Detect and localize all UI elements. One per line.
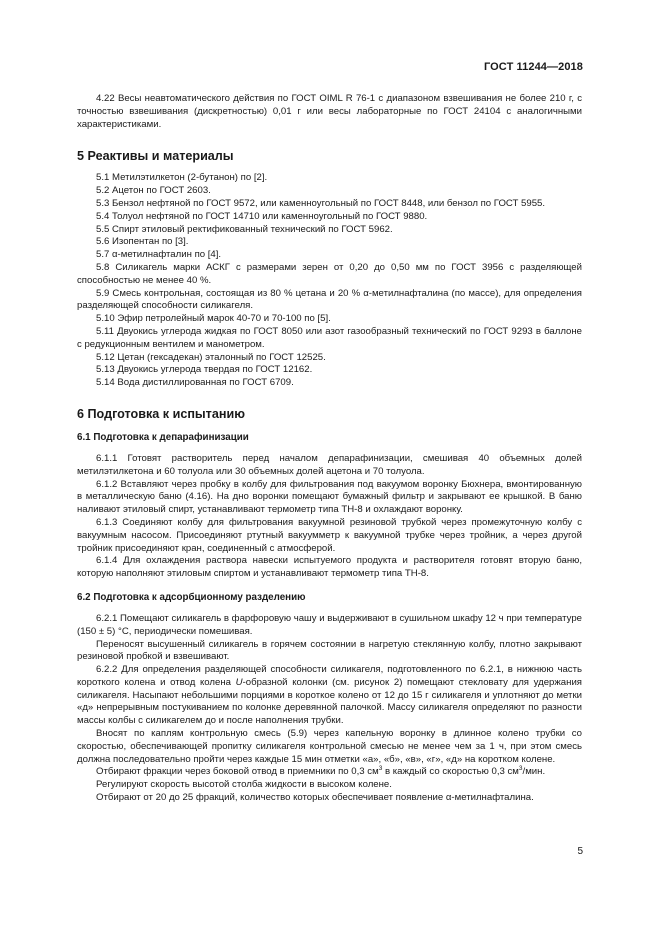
paragraph-4-22: 4.22 Весы неавтоматического действия по ГОСТ OIML R 76-1 с диапазоном взвешивания не более 210 г, с точностью взвешивания (дискретностью) 0,01 г или весы лабораторные по ГОСТ 24104 с аналогичными характеристиками. [77, 93, 582, 130]
section-5-items [77, 172, 582, 390]
superscript: 3 [378, 765, 383, 773]
section-5-title: 5 Реактивы и материалы [77, 149, 234, 164]
paragraph-6-2-2-speed: Регулируют скорость высотой столба жидкости в высоком колене. [96, 779, 392, 791]
paragraph-6-1-1: 6.1.1 Готовят растворитель перед началом депарафинизации, смешивая 40 объемных долей метилэтилкетона и 60 толуола или 30 объемных долей ацетона и 70 толуола. [77, 452, 582, 477]
paragraph-6-2-2-control-mix: Вносят по каплям контрольную смесь (5.9) через капельную воронку в длинное колено трубки со скоростью, обеспечивающей пропитку силикагеля контрольной смесью не менее чем за 1 ч, при этом смесь должна последовательно пройти через каждые 15 мин отметки «а», «б», «в», «г», «д» на коротком колене. [77, 728, 582, 765]
list-item: 5.5 Спирт этиловый ректификованный технический по ГОСТ 5962. [96, 223, 393, 235]
paragraph-6-2-1-cont: Переносят высушенный силикагель в горячем состоянии в нагретую стеклянную колбу, плотно закрывают резиновой пробкой и взвешивают. [77, 638, 582, 663]
subsection-6-1-title: 6.1 Подготовка к депарафинизации [77, 431, 249, 443]
page-content [77, 93, 582, 805]
page-number: 5 [577, 846, 583, 857]
paragraph-6-1-4: 6.1.4 Для охлаждения раствора навески испытуемого продукта и растворителя готовят вторую баню, которую наполняют этиловым спиртом и устанавливают термометр типа ТН-8. [77, 555, 582, 580]
list-item: 5.13 Двуокись углерода твердая по ГОСТ 12162. [96, 364, 313, 376]
list-item: 5.11 Двуокись углерода жидкая по ГОСТ 8050 или азот газообразный технический по ГОСТ 9293 в баллоне с редукционным вентилем и манометром. [77, 325, 582, 350]
list-item: 5.10 Эфир петролейный марок 40-70 и 70-100 по [5]. [96, 313, 331, 325]
italic-u: U [235, 676, 243, 688]
text-run: /мин. [522, 766, 546, 778]
paragraph-6-2-2 [77, 664, 582, 728]
text-run: Отбирают фракции через боковой отвод в приемники по 0,3 см [96, 766, 379, 778]
paragraph-6-2-2-fractions [77, 766, 582, 779]
text-run: в каждый со скоростью 0,3 см [382, 766, 519, 778]
text-run: -образной колонки (см. рисунок 2) помещают стекловату для удержания силикагеля. Насыпают небольшими порциями в короткое колено от 12 до 15 г силикагеля и уплотняют до метки «д» непрерывным постукиванием по колонке деревянной палочкой. Массу силикагеля определяют по разности массы колбы с силикагелем до и после наполнения трубки. [77, 676, 582, 727]
list-item: 5.2 Ацетон по ГОСТ 2603. [96, 185, 211, 197]
list-item: 5.6 Изопентан по [3]. [96, 236, 189, 248]
subsection-6-2-title: 6.2 Подготовка к адсорбционному разделению [77, 591, 306, 603]
list-item: 5.4 Толуол нефтяной по ГОСТ 14710 или каменноугольный по ГОСТ 9880. [96, 210, 428, 222]
paragraph-6-1-3: 6.1.3 Соединяют колбу для фильтрования вакуумной резиновой трубкой через промежуточную колбу с вакуумным насосом. Присоединяют ртутный вакуумметр к вакуумной трубке через тройник, а через другой тройник присоединяют кран, соединенный с атмосферой. [77, 516, 582, 554]
section-6-title: 6 Подготовка к испытанию [77, 406, 245, 421]
list-item: 5.7 α-метилнафталин по [4]. [96, 249, 222, 261]
list-item: 5.3 Бензол нефтяной по ГОСТ 9572, или каменноугольный по ГОСТ 8448, или бензол по ГОСТ 5955. [96, 197, 546, 209]
list-item: 5.12 Цетан (гексадекан) эталонный по ГОСТ 12525. [96, 351, 326, 363]
text-run: 6.2.2 Для определения разделяющей способности силикагеля, подготовленного по 6.2.1, в нижнюю часть короткого колена и отвод колена [77, 664, 582, 688]
paragraph-6-2-1: 6.2.1 Помещают силикагель в фарфоровую чашу и выдерживают в сушильном шкафу 12 ч при температуре (150 ± 5) °С, периодически помешивая. [77, 612, 582, 637]
list-item: 5.1 Метилэтилкетон (2-бутанон) по [2]. [96, 172, 268, 184]
superscript: 3 [518, 765, 523, 773]
list-item: 5.14 Вода дистиллированная по ГОСТ 6709. [96, 377, 294, 389]
paragraph-6-1-2: 6.1.2 Вставляют через пробку в колбу для фильтрования под вакуумом воронку Бюхнера, вмонтированную в металлическую баню (4.16). На дно воронки помещают бумажный фильтр и закрывают ее крышкой. В баню наливают этиловый спирт, устанавливают термометр типа ТН-8 и охлаждают воронку. [77, 478, 582, 516]
document-header: ГОСТ 11244—2018 [483, 61, 583, 73]
paragraph-6-2-2-count: Отбирают от 20 до 25 фракций, количество которых обеспечивает появление α-метилнафталина. [96, 792, 534, 804]
list-item: 5.9 Смесь контрольная, состоящая из 80 % цетана и 20 % α-метилнафталина (по массе), для определения разделяющей способности силикагеля. [77, 287, 582, 312]
list-item: 5.8 Силикагель марки АСКГ с размерами зерен от 0,20 до 0,50 мм по ГОСТ 3956 с разделяющей способностью не менее 40 %. [77, 261, 582, 286]
